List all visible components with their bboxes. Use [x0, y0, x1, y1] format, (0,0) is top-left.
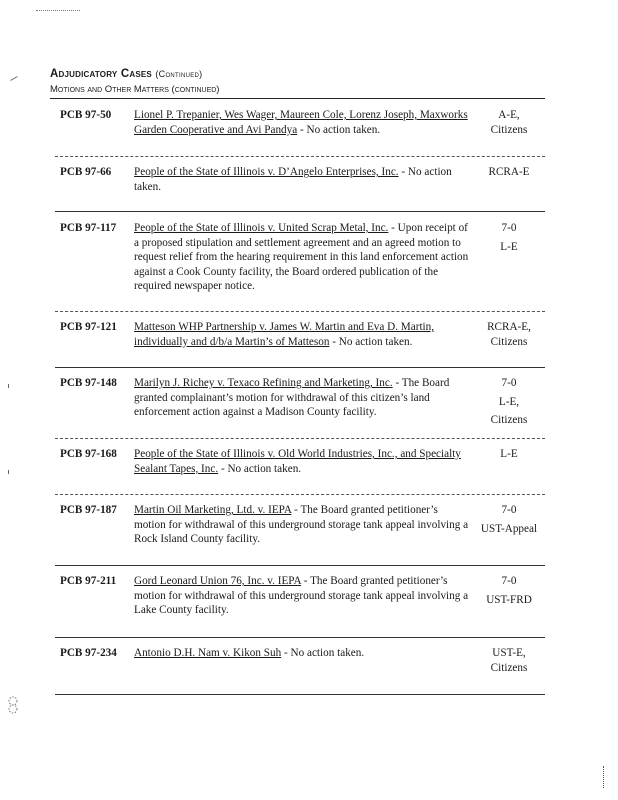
case-id: PCB 97-117 — [60, 222, 117, 234]
case-parties: Martin Oil Marketing, Ltd. v. IEPA — [134, 504, 292, 516]
section-title — [50, 68, 202, 80]
status-line: Citizens — [490, 123, 528, 136]
status-line: Citizens — [490, 414, 528, 427]
case-id: PCB 97-50 — [60, 109, 112, 121]
case-divider — [55, 494, 545, 495]
status-line: L-E, — [498, 395, 520, 408]
case-id: PCB 97-168 — [60, 448, 117, 460]
case-action: - The Board granted petitioner’s motion for withdrawal of this underground storage tank appeal involving a Lake County facility. — [134, 575, 469, 617]
case-divider — [55, 367, 545, 368]
case-divider — [55, 438, 545, 439]
status-line: 7-0 — [501, 504, 517, 516]
case-status — [474, 221, 544, 258]
status-line: UST-FRD — [486, 593, 532, 606]
case-action: - No action taken. — [329, 335, 413, 348]
case-action: - No action taken. — [281, 647, 365, 659]
case-divider — [55, 156, 545, 157]
case-id: PCB 97-234 — [60, 647, 117, 659]
case-status — [474, 503, 544, 540]
status-line: RCRA-E, — [487, 321, 531, 333]
scan-mark — [36, 10, 80, 11]
case-description — [134, 376, 472, 420]
case-description — [134, 108, 472, 137]
status-line: Citizens — [490, 661, 528, 674]
case-id: PCB 97-148 — [60, 377, 117, 389]
case-status — [474, 646, 544, 675]
case-parties: Gord Leonard Union 76, Inc. v. IEPA — [134, 575, 301, 587]
status-line: A-E, — [498, 109, 520, 121]
section-title-main: Adjudicatory Cases — [50, 68, 152, 80]
scan-mark — [10, 76, 17, 81]
case-action: - No action taken. — [134, 166, 452, 193]
case-divider — [55, 565, 545, 566]
header-rule — [50, 98, 545, 99]
status-line: RCRA-E — [488, 166, 530, 178]
case-parties: Marilyn J. Richey v. Texaco Refining and Marketing, Inc. — [134, 377, 393, 389]
section-subtitle: Motions and Other Matters (continued) — [50, 84, 220, 95]
case-description — [134, 646, 472, 661]
case-status — [474, 165, 544, 184]
status-line: 7-0 — [501, 377, 517, 389]
case-description — [134, 447, 472, 476]
case-status — [474, 574, 544, 611]
case-parties: People of the State of Illinois v. Old World Industries, Inc., and Specialty Sealant Tapes, Inc. — [134, 448, 461, 475]
case-description — [134, 574, 472, 618]
case-action: - The Board granted petitioner’s motion for withdrawal of this underground storage tank appeal involving a Rock Island County facility. — [134, 504, 469, 546]
status-line: 7-0 — [501, 575, 517, 587]
case-description — [134, 165, 472, 194]
case-action: - The Board granted complainant’s motion for withdrawal of this citizen’s land enforcement action against a Madison County facility. — [134, 377, 450, 419]
case-description — [134, 320, 472, 349]
case-id: PCB 97-66 — [60, 166, 112, 178]
scan-edge-mark — [603, 766, 605, 788]
status-line: Citizens — [490, 335, 528, 348]
case-status — [474, 108, 544, 137]
case-status — [474, 447, 544, 466]
case-id: PCB 97-211 — [60, 575, 117, 587]
binder-hole-icon — [6, 694, 20, 716]
case-action: - No action taken. — [297, 123, 381, 136]
case-id: PCB 97-121 — [60, 321, 117, 333]
case-description — [134, 503, 472, 547]
case-divider — [55, 694, 545, 695]
case-description — [134, 221, 472, 294]
case-status — [474, 376, 544, 432]
case-id: PCB 97-187 — [60, 504, 117, 516]
case-divider — [55, 637, 545, 638]
status-line: L-E — [500, 448, 518, 460]
scan-mark — [8, 470, 13, 474]
scan-mark — [8, 384, 13, 388]
case-parties: People of the State of Illinois v. United Scrap Metal, Inc. — [134, 222, 389, 234]
case-divider — [55, 211, 545, 212]
status-line: L-E — [500, 240, 518, 253]
case-parties: Antonio D.H. Nam v. Kikon Suh — [134, 647, 282, 659]
status-line: UST-E, — [492, 647, 526, 659]
case-parties: People of the State of Illinois v. D’Angelo Enterprises, Inc. — [134, 166, 399, 178]
status-line: 7-0 — [501, 222, 517, 234]
case-action: - No action taken. — [218, 462, 302, 475]
case-parties: Lionel P. Trepanier, Wes Wager, Maureen Cole, Lorenz Joseph, Maxworks Garden Cooperative and Avi Pandya — [134, 109, 468, 136]
case-parties: Matteson WHP Partnership v. James W. Martin and Eva D. Martin, individually and d/b/a Martin’s of Matteson — [134, 321, 435, 348]
case-divider — [55, 311, 545, 312]
case-status — [474, 320, 544, 349]
case-action: - Upon receipt of a proposed stipulation and settlement agreement and an agreed motion to request relief from the hearing requirement in this land enforcement action against a Cook County facility, the Board ordered publication of the required newspaper notice. — [134, 222, 469, 293]
status-line: UST-Appeal — [480, 522, 538, 535]
section-title-paren: (Continued) — [155, 69, 203, 79]
